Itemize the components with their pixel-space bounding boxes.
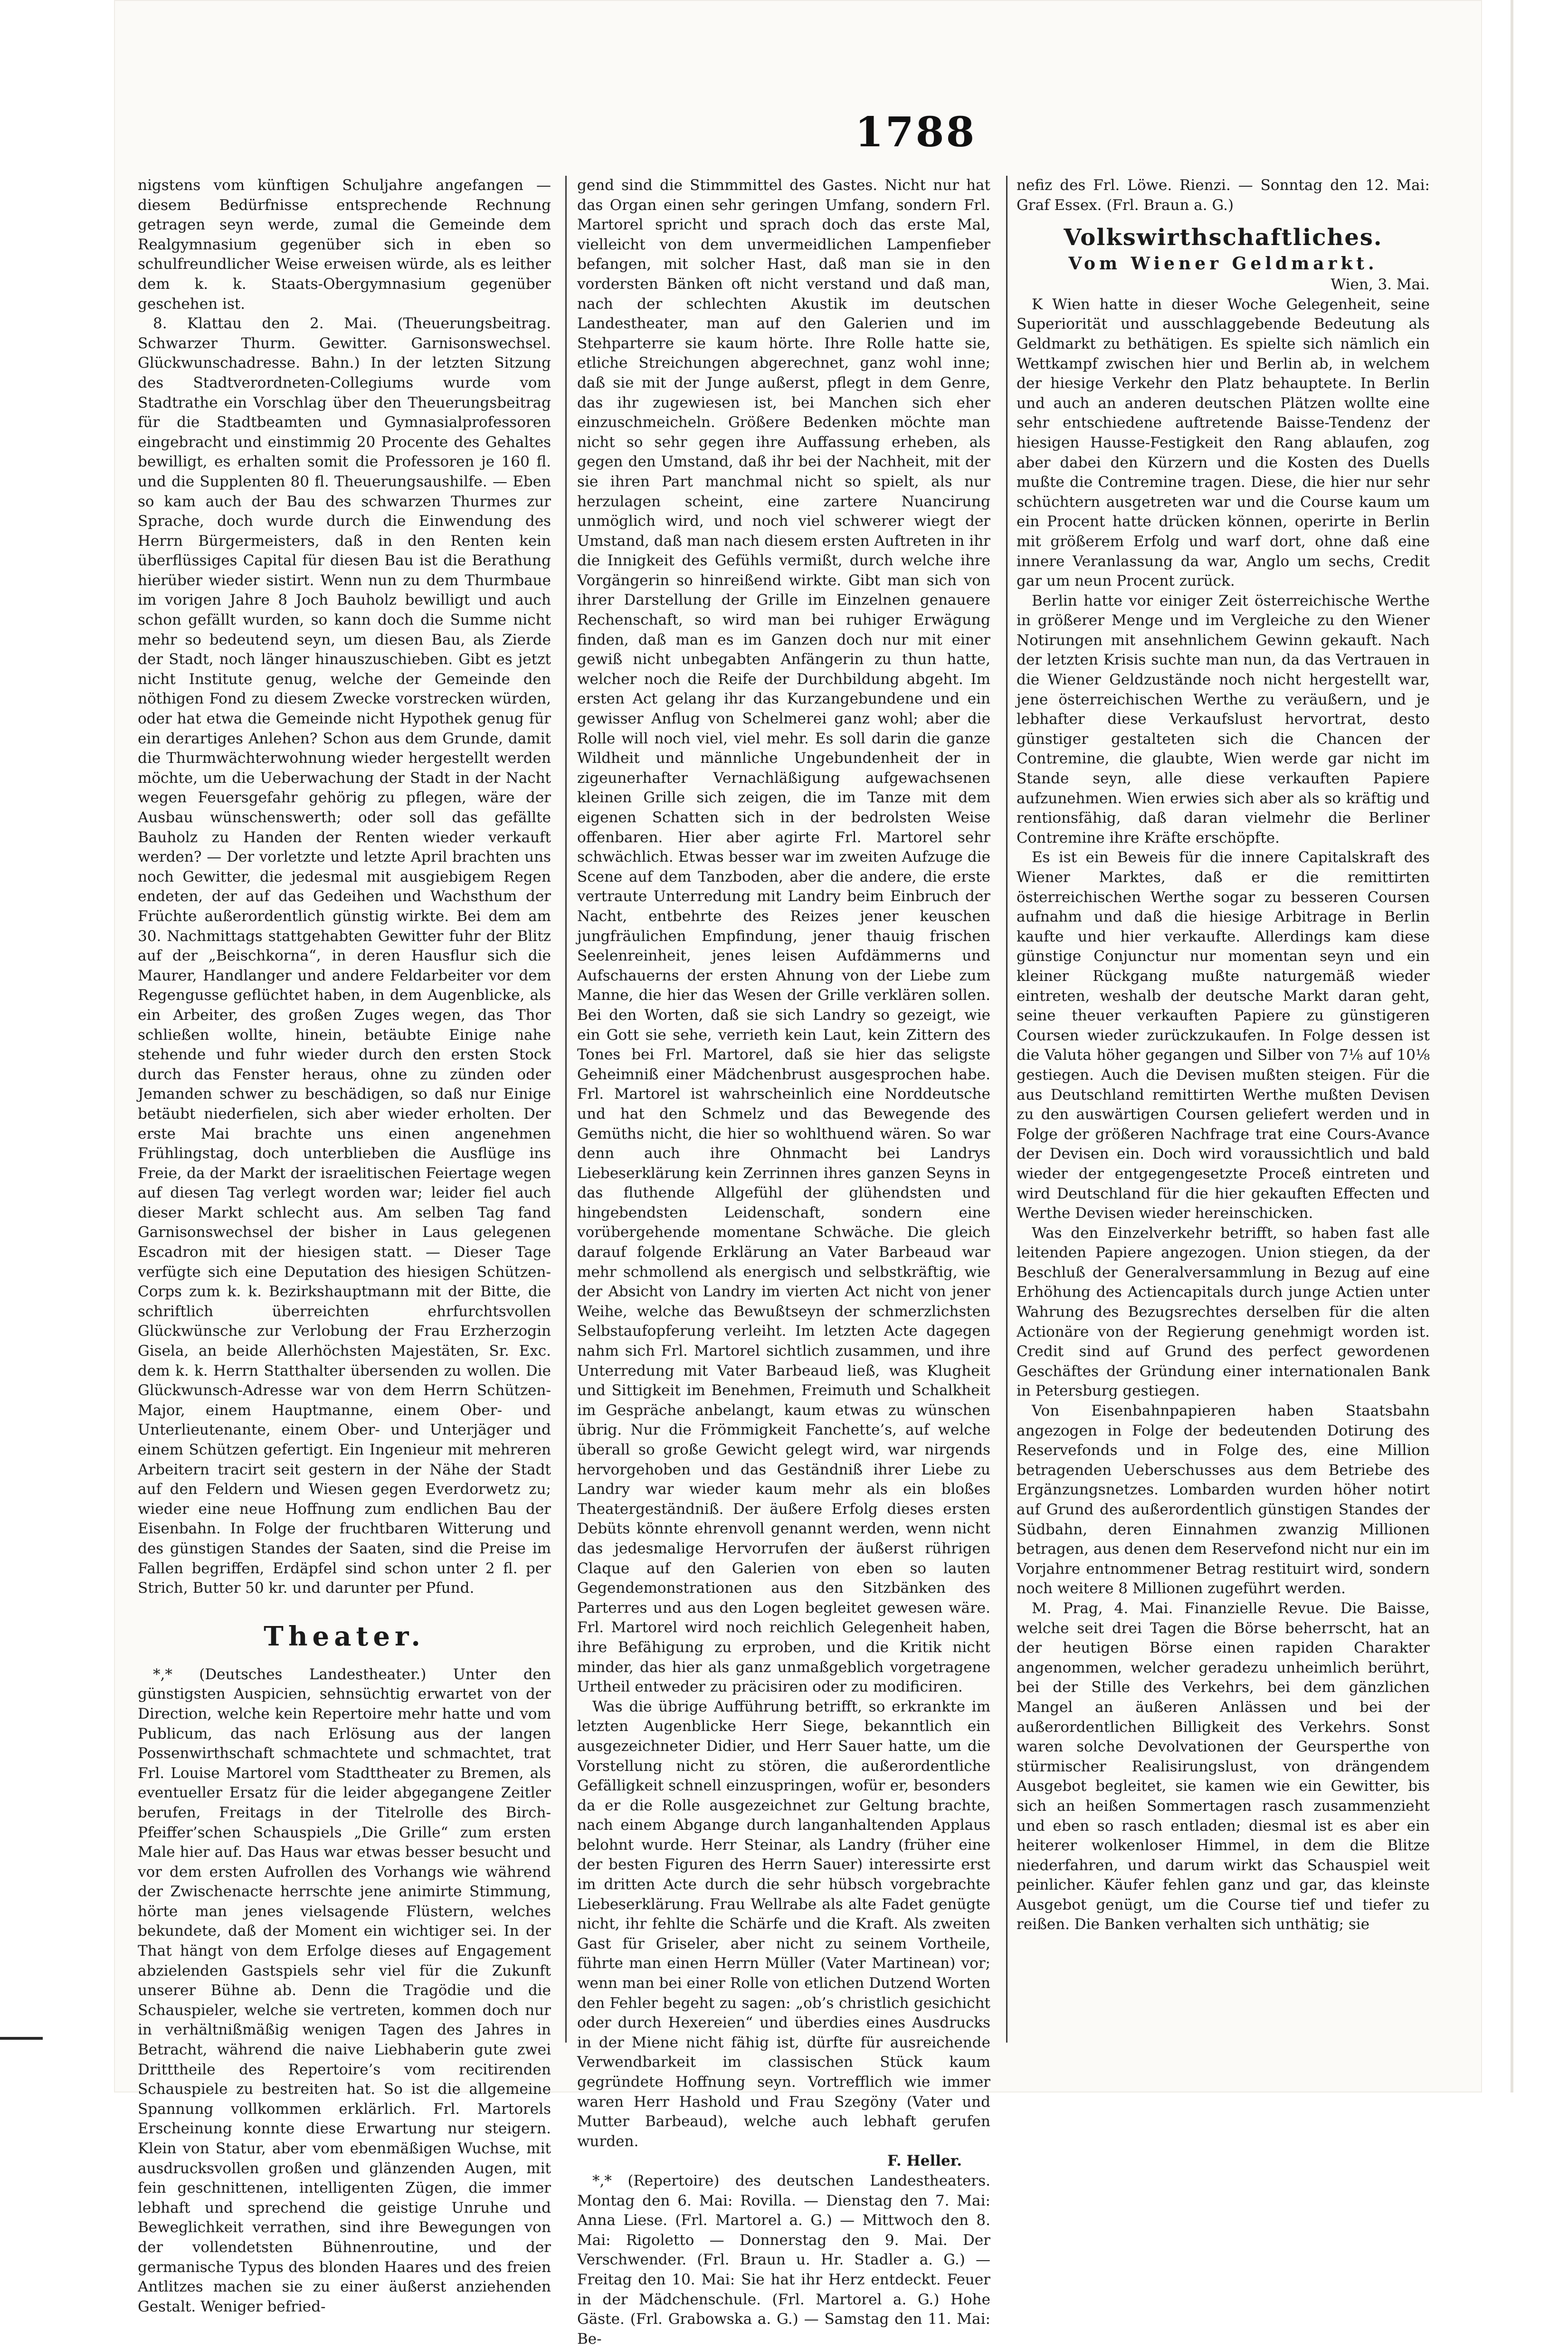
article-paragraph: Was die übrige Aufführung betrifft, so erkrankte im letzten Augenblicke Herr Siege, bekanntlich ein ausgezeichneter Didier, und Herr Sauer hatte, um die Vorstellung nicht zu stören, die außerordentliche Gefälligkeit schnell einzuspringen, wofür er, besonders da er die Rolle ausgezeichnet zur Geltung brachte, nach einem Abgange durch langanhaltenden Applaus belohnt wurde. Herr Steinar, als Landry (früher eine der besten Figuren des Herrn Sauer) interessirte erst im dritten Acte durch die sehr hübsch vorgebrachte Liebeserklärung. Frau Wellrabe als alte Fadet genügte nicht, ihr fehlte die Schärfe und die Kraft. Als zweiten Gast für Griseler, aber nicht zu seinem Vortheile, führte man einen Herrn Müller (Vater Martinean) vor; wenn man bei einer Rolle von etlichen Dutzend Worten den Fehler begeht zu sagen: „ob’s christlich gesichicht oder durch Hexereien“ und überdies eines Ausdrucks in der Miene nicht fähig ist, dürfte für ausreichende Verwendbarkeit im classischen Stück kaum gegründete Hoffnung seyn. Vortrefflich wie immer waren Herr Hashold und Frau Szegöny (Vater und Mutter Barbeaud), welche auch lebhaft gerufen wurden.	[577, 1698, 990, 2150]
article-paragraph: Was den Einzelverkehr betrifft, so haben fast alle leitenden Papiere angezogen. Union stiegen, da der Beschluß der Generalversammlung in Bezug auf eine Erhöhung des Actiencapitals durch junge Actien unter Wahrung des Bezugsrechtes derselben für die alten Actionäre von der Regierung genehmigt worden ist. Credit sind auf Grund des perfect gewordenen Geschäftes der Gründung einer internationalen Bank in Petersburg gestiegen.	[1017, 1224, 1430, 1400]
article-paragraph: M. Prag, 4. Mai. Finanzielle Revue. Die Baisse, welche seit drei Tagen die Börse beherrscht, hat an der heutigen Börse einen rapiden Charakter angenommen, welcher geradezu unheimlich berührt, bei der Stille des Verkehrs, bei dem gänzlichen Mangel an äußeren Anlässen und bei der außerordentlichen Billigkeit des Verkehrs. Sonst waren solche Devolvationen der Geursperthe von stürmischer Realisirungslust, von drängendem Ausgebot begleitet, sie kamen wie ein Gewitter, bis sich an heißen Sommertagen rasch zusammenzieht und eben so rasch entladen; diesmal ist es aber ein heiterer wolkenloser Himmel, in dem die Blitze niederfahren, und darum wirkt das Schauspiel weit peinlicher. Käufer fehlen ganz und gar, das kleinste Ausgebot genügt, um die Course tief und tiefer zu reißen. Die Banken verhalten sich unthätig; sie	[1017, 1599, 1430, 1933]
column-2	[577, 176, 990, 2348]
repertoire-paragraph: *,* (Repertoire) des deutschen Landestheaters. Montag den 6. Mai: Rovilla. — Dienstag den 7. Mai: Anna Liese. (Frl. Martorel a. G.) — Mittwoch den 8. Mai: Rigoletto — Donnerstag den 9. Mai. Der Verschwender. (Frl. Braun u. Hr. Stadler a. G.) — Freitag den 10. Mai: Sie hat ihr Herz entdeckt. Feuer in der Mädchenschule. (Frl. Martorel a. G.) Hohe Gäste. (Frl. Grabowska a. G.) — Samstag den 11. Mai: Be-	[577, 2172, 990, 2348]
article-paragraph: *,* (Deutsches Landestheater.) Unter den günstigsten Auspicien, sehnsüchtig erwartet von der Direction, welche kein Repertoire mehr hatte und vom Publicum, das nach Erlösung aus der langen Possenwirthschaft schmachtete und schmachtet, trat Frl. Louise Martorel vom Stadttheater zu Bremen, als eventueller Ersatz für die leider abgegangene Zeitler berufen, Freitags in der Titelrolle des Birch-Pfeiffer’schen Schauspiels „Die Grille“ zum ersten Male hier auf. Das Haus war etwas besser besucht und vor dem ersten Aufrollen des Vorhangs wie während der Zwischenacte herrschte jene animirte Stimmung, hörte man jenes vielsagende Flüstern, welches bekundete, daß der Moment ein wichtiger sei. In der That hängt von dem Erfolge dieses auf Engagement abzielenden Gastspiels sehr viel für die Zukunft unserer Bühne ab. Denn die Tragödie und die Schauspieler, welche sie vertreten, kommen doch nur in verhältnißmäßig wenigen Tagen des Jahres in Betracht, während die naive Liebhaberin gute zwei Dritttheile des Repertoire’s vom recitirenden Schauspiele zu bestreiten hat. So ist die allgemeine Spannung vollkommen erklärlich. Frl. Martorels Erscheinung konnte diese Erwartung nur steigern. Klein von Statur, aber vom ebenmäßigen Wuchse, mit ausdrucksvollen großen und glänzenden Augen, mit fein geschnittenen, intelligenten Zügen, die immer lebhaft und sprechend die geistige Unruhe und Beweglichkeit verrathen, sind ihre Bewegungen von der vollendetsten Bühnenroutine, und der germanische Typus des blonden Haares und des freien Antlitzes machen sie zu einer äußerst anziehenden Gestalt. Weniger befried-	[138, 1665, 551, 2315]
column-rule	[565, 176, 567, 2043]
article-paragraph: Es ist ein Beweis für die innere Capitalskraft des Wiener Marktes, daß er die remittirten österreichischen Werthe sogar zu besseren Coursen aufnahm und daß die hiesige Arbitrage in Berlin kaufte und hier verkaufte. Allerdings kam diese günstige Conjunctur nur momentan seyn und ein kleiner Rückgang mußte naturgemäß wieder eintreten, weshalb der deutsche Markt daran geht, seine theuer verkauften Papiere zu günstigeren Coursen wieder zurückzukaufen. In Folge dessen ist die Valuta höher gegangen und Silber von 7⅛ auf 10⅛ gestiegen. Auch die Devisen mußten steigen. Für die aus Deutschland remittirten Werthe mußten Devisen zu den auswärtigen Coursen geliefert werden und in Folge der größeren Nachfrage trat eine Cours-Avance der Devisen ein. Doch wird voraussichtlich und bald wieder der entgegengesetzte Proceß eintreten und wird Deutschland für die hier gekauften Effecten und Werthe Devisen wieder hereinschicken.	[1017, 849, 1430, 1222]
subheading: Vom Wiener Geldmarkt.	[1068, 254, 1378, 274]
article-paragraph: Berlin hatte vor einiger Zeit österreichische Werthe in größerer Menge und im Vergleiche zu den Wiener Notirungen mit ansehnlichem Gewinn gekauft. Nach der letzten Krisis suchte man nun, da das Vertrauen in die Wiener Geldzustände noch nicht hergestellt war, jene österreichischen Werthe zu veräußern, und je lebhafter diese Verkaufslust hervortrat, desto günstiger gestalteten sich die Chancen der Contremine, die glaubte, Wien werde gar nicht im Stande seyn, alle diese verkauften Papiere aufzunehmen. Wien erwies sich aber als so kräftig und rentionsfähig, daß daran vielmehr die Berliner Contremine ihre Kräfte erschöpfte.	[1017, 592, 1430, 846]
section-heading-economy: Volkswirthschaftliches.	[1064, 224, 1383, 251]
article-paragraph: 8. Klattau den 2. Mai. (Theuerungsbeitrag. Schwarzer Thurm. Gewitter. Garnisonswechsel. Glückwunschadresse. Bahn.) In der letzten Sitzung des Stadtverordneten-Collegiums wurde vom Stadtrathe ein Vorschlag über den Theuerungsbeitrag für die Stadtbeamten und Gymnasialprofessoren eingebracht und einstimmig 20 Procente des Gehaltes bewilligt, es erhalten somit die Professoren je 160 fl. und die Supplenten 80 fl. Theuerungsaushilfe. — Eben so kam auch der Bau des schwarzen Thurmes zur Sprache, doch wurde durch die Einwendung des Herrn Bürgermeisters, daß in den Renten kein überflüssiges Capital für diesen Bau ist die Berathung hierüber wieder sistirt. Wenn nun zu dem Thurmbaue im vorigen Jahre 8 Joch Bauholz bewilligt und auch schon gefällt wurden, so kann doch die Summe nicht mehr so bedeutend seyn, um diesen Bau, als Zierde der Stadt, noch länger hinauszuschieben. Gibt es jetzt nicht Institute genug, welche der Gemeinde den nöthigen Fond zu diesem Zwecke vorstrecken würden, oder hat etwa die Gemeinde nicht Hypothek genug für ein derartiges Anlehen? Schon aus dem Grunde, damit die Thurmwächterwohnung wieder hergestellt werden möchte, um die Ueberwachung der Stadt in der Nacht wegen Feuersgefahr gehörig zu pflegen, wäre der Ausbau wünschenswerth; oder soll das gefällte Bauholz zu Handen der Renten wieder verkauft werden? — Der vorletzte und letzte April brachten uns noch Gewitter, die jedesmal mit ausgiebigem Regen endeten, der auf das Gedeihen und Wachsthum der Früchte außerordentlich günstig wirkte. Bei dem am 30. Nachmittags stattgehabten Gewitter fuhr der Blitz auf der „Beischkorna“, in deren Hausflur sich die Maurer, Handlanger und andere Feldarbeiter vor dem Regengusse geflüchtet haben, in dem Augenblicke, als ein Arbeiter, des großen Zuges wegen, das Thor schließen wollte, hinein, betäubte Einige nahe stehende und fuhr wieder durch den ersten Stock durch das Fenster heraus, ohne zu zünden oder Jemanden schwer zu beschädigen, so daß nur Einige betäubt niederfielen, sich aber wieder erholten. Der erste Mai brachte uns einen angenehmen Frühlingstag, doch unterblieben die Ausflüge ins Freie, da der Markt der israelitischen Feiertage wegen auf diesen Tag verlegt worden war; leider fiel auch dieser Markt schlecht aus. Am selben Tag fand Garnisonswechsel der bisher in Laus gelegenen Escadron mit der hiesigen statt. — Dieser Tage verfügte sich eine Deputation des hiesigen Schützen-Corps zum k. k. Bezirkshauptmann mit der Bitte, die schriftlich überreichten ehrfurchtsvollen Glückwünsche zur Verlobung der Frau Erzherzogin Gisela, an beide Allerhöchsten Majestäten, Sr. Exc. dem k. k. Herrn Statthalter übersenden zu wollen. Die Glückwunsch-Adresse war von dem Herrn Schützen-Major, einem Hauptmanne, einem Ober- und Unterlieutenante, einem Ober- und Unterjäger und einem Schützen gefertigt. Ein Ingenieur mit mehreren Arbeitern tracirt seit gestern in der Nähe der Stadt auf den Feldern und Wiesen gegen Everdorwetz zu; wieder eine neue Hoffnung zum endlichen Bau der Eisenbahn. In Folge der fruchtbaren Witterung und des günstigen Standes der Saaten, sind die Preise im Fallen begriffen, Erdäpfel sind schon unter 2 fl. per Strich, Butter 50 kr. und darunter per Pfund.	[138, 315, 551, 1597]
column-1	[138, 176, 551, 2315]
edge-mark	[0, 2037, 43, 2040]
article-paragraph: nigstens vom künftigen Schuljahre angefangen — diesem Bedürfnisse entsprechende Rechnung getragen seyn werde, zumal die Gemeinde dem Realgymnasium gegenüber sich in eben so schulfreundlicher Weise erweisen würde, als es leither dem k. k. Staats-Obergymnasium gegenüber geschehen ist.	[138, 177, 551, 313]
article-paragraph: K Wien hatte in dieser Woche Gelegenheit, seine Superiorität und ausschlaggebende Bedeutung als Geldmarkt zu bethätigen. Es spielte sich nämlich ein Wettkampf zwischen hier und Berlin ab, in welchem der hiesige Verkehr den Platz behauptete. In Berlin und auch an anderen deutschen Plätzen wollte eine sehr entschiedene auftretende Baisse-Tendenz der hiesigen Hausse-Festigkeit den Rang ablaufen, zog aber dabei den Kürzern und die Kosten des Duells mußte die Contremine tragen. Diese, die hier nur sehr schüchtern ausgetreten war und die Course kaum um ein Procent hatte drücken können, operirte in Berlin mit größerem Erfolg und warf dort, ohne daß eine innere Veranlassung da war, Anglo um sechs, Credit gar um neun Procent zurück.	[1017, 295, 1430, 590]
scan-margin	[1511, 0, 1568, 2092]
article-paragraph: Von Eisenbahnpapieren haben Staatsbahn angezogen in Folge der bedeutenden Dotirung des Reservefonds und in Folge des, eine Million betragenden Ueberschusses aus dem Betriebe des Ergänzungsnetzes. Lombarden wurden höher notirt auf Grund des außerordentlich günstigen Standes der Südbahn, deren Einnahmen zwanzig Millionen betragen, aus denen dem Reservefond nicht nur ein im Vorjahre entnommener Betrag restituirt wird, sondern noch weitere 8 Millionen zugeführt werden.	[1017, 1402, 1430, 1598]
column-3	[1017, 176, 1430, 2057]
article-paragraph: gend sind die Stimmmittel des Gastes. Nicht nur hat das Organ einen sehr geringen Umfang, sondern Frl. Martorel spricht und sprach doch das erste Mal, vielleicht von dem unvermeidlichen Lampenfieber befangen, mit solcher Hast, daß man sie in den vordersten Bänken oft nicht verstand und daß man, nach der schlechten Akustik im deutschen Landestheater, man auf den Galerien und im Stehparterre sie kaum hörte. Ihre Rolle hatte sie, etliche Streichungen abgerechnet, ganz wohl inne; daß sie mit der Junge außerst, pflegt in dem Genre, das ihr zugewiesen ist, bei Manchen sich eher einzuschmeicheln. Größere Bedenken möchte man nicht so sehr gegen ihre Auffassung erheben, als gegen den Umstand, daß ihr bei der Nachheit, mit der sie ihren Part manchmal nicht so spielt, als nur herzulagen scheint, eine zartere Nuancirung unmöglich wird, und noch viel schwerer wiegt der Umstand, daß man nach diesem ersten Auftreten in ihr die Innigkeit des Gefühls vermißt, durch welche ihre Vorgängerin so hinreißend wirkte. Gibt man sich von ihrer Darstellung der Grille im Einzelnen genauere Rechenschaft, so wird man bei ruhiger Erwägung finden, daß man es im Ganzen doch nur mit einer gewiß nicht unbegabten Anfängerin zu thun hatte, welcher noch die Reife der Durchbildung abgeht. Im ersten Act gelang ihr das Kurzangebundene und ein gewisser Anflug von Schelmerei ganz wohl; aber die Rolle will noch viel, viel mehr. Es soll darin die ganze Wildheit und männliche Ungebundenheit der in zigeunerhafter Vernachläßigung aufgewachsenen kleinen Grille sich zeigen, die im Tanze mit dem eigenen Schatten sich in der bedrolsten Weise offenbaren. Hier aber agirte Frl. Martorel sehr schwächlich. Etwas besser war im zweiten Aufzuge die Scene auf dem Tanzboden, aber die andere, die erste vertraute Unterredung mit Landry beim Einbruch der Nacht, entbehrte des Reizes jener keuschen jungfräulichen Empfindung, jener thauig frischen Seelenreinheit, jenes leisen Aufdämmerns und Aufschauerns der ersten Ahnung von der Liebe zum Manne, die hier das Wesen der Grille verklären sollen. Bei den Worten, daß sie sich Landry so gezeigt, wie ein Gott sie sehe, verrieth kein Laut, kein Zittern des Tones bei Frl. Martorel, daß sie hier das seligste Geheimniß einer Mädchenbrust ausgesprochen habe. Frl. Martorel ist wahrscheinlich eine Norddeutsche und hat den Schmelz und das Bewegende des Gemüths nicht, die hier so wohlthuend wären. So war denn auch ihre Ohnmacht bei Landrys Liebeserklärung kein Zerrinnen ihres ganzen Seyns in das fluthende Allgefühl der glühendsten und hingebendsten Leidenschaft, sondern eine vorübergehende momentane Schwäche. Die gleich darauf folgende Erklärung an Vater Barbeaud war mehr schmollend als energisch und selbstkräftig, wie der Absicht von Landry im vierten Act nicht von jener Weihe, welche das Bewußtseyn der schmerzlichsten Selbstaufopferung verleiht. Im letzten Acte dagegen nahm sich Frl. Martorel sichtlich zusammen, und ihre Unterredung mit Vater Barbeaud ließ, was Klugheit und Sittigkeit im Benehmen, Freimuth und Schalkheit im Gespräche anbelangt, kaum etwas zu wünschen übrig. Nur die Frömmigkeit Fanchette’s, auf welche überall so große Gewicht gelegt wird, war nirgends hervorgehoben und das Geständniß ihrer Liebe zu Landry war wieder kaum mehr als ein bloßes Theatergeständniß. Der äußere Erfolg dieses ersten Debüts könnte ehrenvoll genannt werden, wenn nicht das jedesmalige Hervorrufen der äußerst rührigen Claque auf den Galerien von eben so lauten Gegendemonstrationen aus den Sitzbänken des Parterres und aus den Logen begleitet gewesen wäre. Frl. Martorel wird noch reichlich Gelegenheit haben, ihre Befähigung zu erproben, und die Kritik nicht minder, das hier als ganz unmaßgeblich vorgetragene Urtheil entweder zu präcisiren oder zu modificiren.	[577, 177, 990, 1696]
article-paragraph: nefiz des Frl. Löwe. Rienzi. — Sonntag den 12. Mai: Graf Essex. (Frl. Braun a. G.)	[1017, 177, 1430, 214]
dateline: Wien, 3. Mai.	[1330, 276, 1430, 294]
page-number: 1788	[855, 108, 977, 156]
column-rule	[1006, 176, 1007, 2043]
section-heading-theater: Theater.	[264, 1620, 425, 1652]
author-signature: F. Heller.	[887, 2152, 962, 2170]
